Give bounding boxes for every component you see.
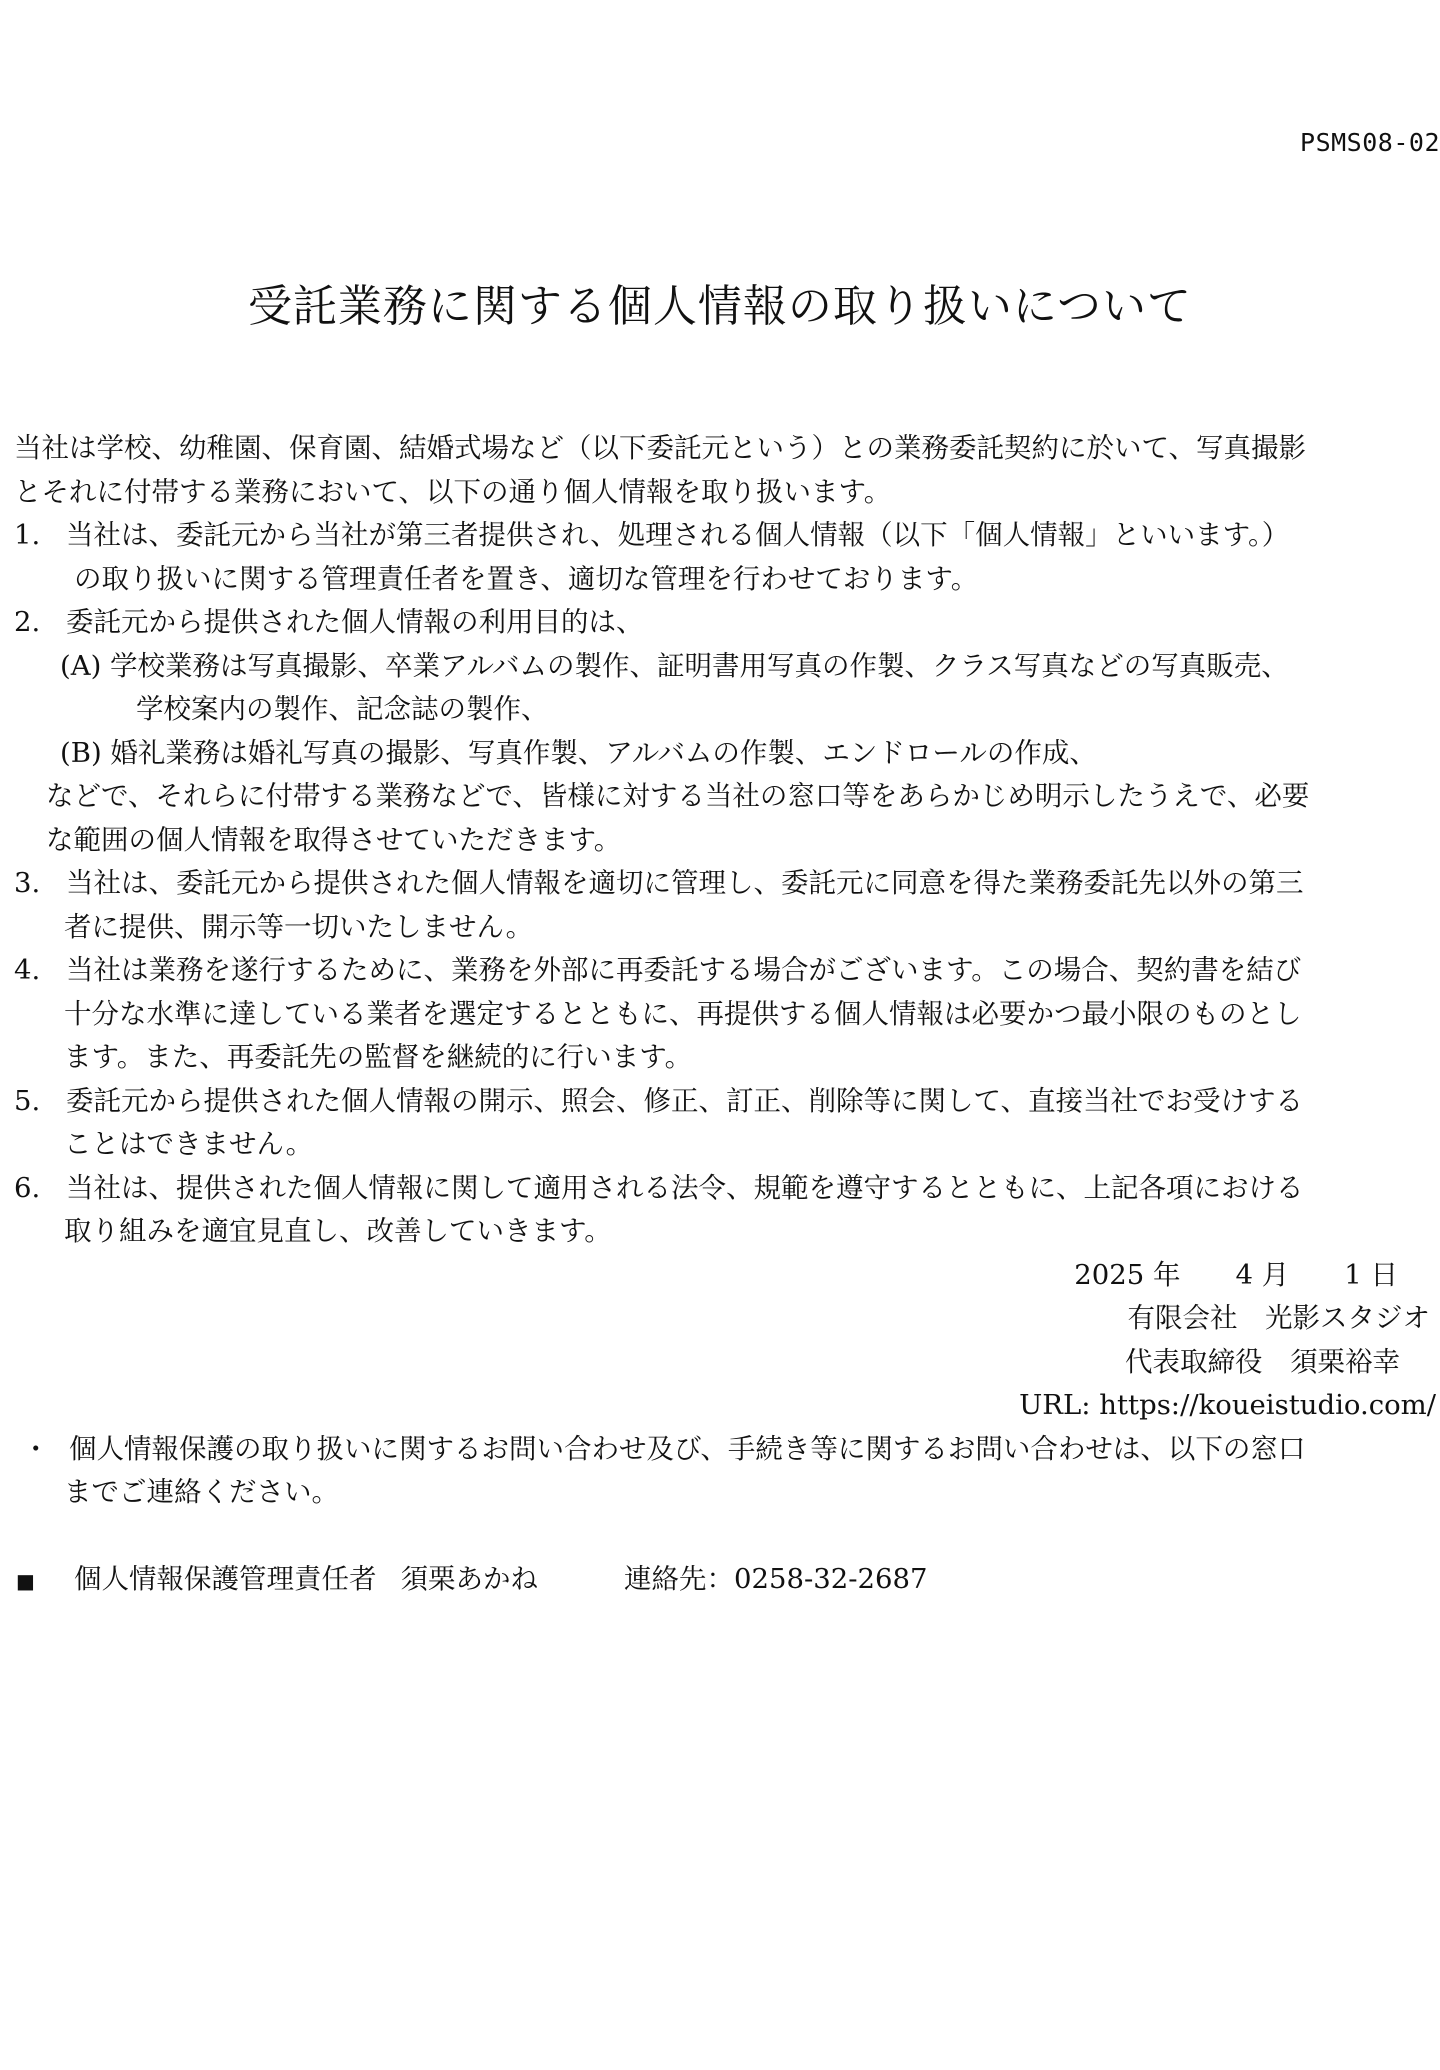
item-number: 6. bbox=[14, 1171, 41, 1204]
item-number: 1. bbox=[14, 519, 41, 551]
item-number: 5. bbox=[14, 1084, 41, 1117]
contact-label: 個人情報保護管理責任者 bbox=[74, 1563, 377, 1595]
signature-representative: 代表取締役 須栗裕幸 bbox=[1125, 1345, 1400, 1378]
list-item-2 bbox=[14, 601, 1436, 645]
item-continuation: の取り扱いに関する管理責任者を置き、適切な管理を行わせております。 bbox=[74, 562, 979, 595]
item-text: 委託元から提供された個人情報の利用目的は、 bbox=[66, 606, 644, 638]
list-item-6 bbox=[14, 1167, 1436, 1211]
item-text: 当社は業務を遂行するために、業務を外部に再委託する場合がございます。この場合、契約書を結び bbox=[66, 954, 1302, 986]
notice bbox=[14, 1428, 1436, 1472]
spacer bbox=[14, 1515, 1436, 1559]
notice-continuation: までご連絡ください。 bbox=[64, 1476, 339, 1508]
contact-phone: 連絡先：0258-32-2687 bbox=[624, 1563, 928, 1595]
document-title: 受託業務に関する個人情報の取り扱いについて bbox=[247, 281, 1193, 332]
item-tail: などで、それらに付帯する業務などで、皆様に対する当社の窓口等をあらかじめ明示したうえで、必要 bbox=[46, 780, 1310, 812]
document-body bbox=[14, 427, 1436, 1602]
item-continuation: ことはできません。 bbox=[64, 1128, 314, 1160]
item-continuation: 取り組みを適宜見直し、改善していきます。 bbox=[64, 1215, 612, 1247]
item-continuation: ます。また、再委託先の監督を継続的に行います。 bbox=[64, 1041, 693, 1073]
contact-name: 須栗あかね bbox=[400, 1563, 538, 1595]
list-item-1 bbox=[14, 514, 1436, 558]
list-item-3 bbox=[14, 862, 1436, 906]
item-text: 当社は、提供された個人情報に関して適用される法令、規範を遵守するとともに、上記各項における bbox=[66, 1171, 1304, 1204]
item-tail: な範囲の個人情報を取得させていただきます。 bbox=[46, 823, 622, 856]
item-text: 当社は、委託元から当社が第三者提供され、処理される個人情報（以下「個人情報」といいます。） bbox=[66, 519, 1290, 551]
item-number: 2. bbox=[14, 606, 41, 638]
item-continuation: 者に提供、開示等一切いたしません。 bbox=[64, 910, 534, 943]
sub-item-a: (A) 学校業務は写真撮影、卒業アルバムの製作、証明書用写真の作製、クラス写真などの写真販売、 bbox=[60, 649, 1289, 682]
intro-line: 当社は学校、幼稚園、保育園、結婚式場など（以下委託元という）との業務委託契約に於いて、写真撮影 bbox=[14, 432, 1306, 464]
signature-date: 2025 年 4 月 1 日 bbox=[1074, 1258, 1398, 1291]
sub-item-b: (B) 婚礼業務は婚礼写真の撮影、写真作製、アルバムの作製、エンドロールの作成、 bbox=[60, 736, 1097, 769]
item-text: 当社は、委託元から提供された個人情報を適切に管理し、委託元に同意を得た業務委託先以外の第三 bbox=[66, 867, 1304, 899]
item-continuation: 十分な水準に達している業者を選定するとともに、再提供する個人情報は必要かつ最小限のものとし bbox=[64, 997, 1302, 1030]
intro-line: とそれに付帯する業務において、以下の通り個人情報を取り扱います。 bbox=[14, 475, 892, 508]
item-number: 4. bbox=[14, 954, 41, 986]
list-item-5 bbox=[14, 1080, 1436, 1124]
bullet-dot-icon: ・ bbox=[22, 1432, 50, 1465]
item-text: 委託元から提供された個人情報の開示、照会、修正、訂正、削除等に関して、直接当社でお受けする bbox=[66, 1084, 1303, 1117]
notice-text: 個人情報保護の取り扱いに関するお問い合わせ及び、手続き等に関するお問い合わせは、以下の窓口 bbox=[69, 1432, 1306, 1465]
list-item-4 bbox=[14, 949, 1436, 993]
sub-item-a-continuation: 学校案内の製作、記念誌の製作、 bbox=[136, 693, 549, 725]
signature-company: 有限会社 光影スタジオ bbox=[1127, 1302, 1430, 1334]
item-number: 3. bbox=[14, 867, 41, 899]
black-square-icon: ■ bbox=[16, 1569, 35, 1593]
contact-row bbox=[14, 1558, 1436, 1602]
document-code: PSMS08-02 bbox=[1300, 128, 1440, 157]
signature-url: URL: https://koueistudio.com/ bbox=[1019, 1389, 1436, 1421]
